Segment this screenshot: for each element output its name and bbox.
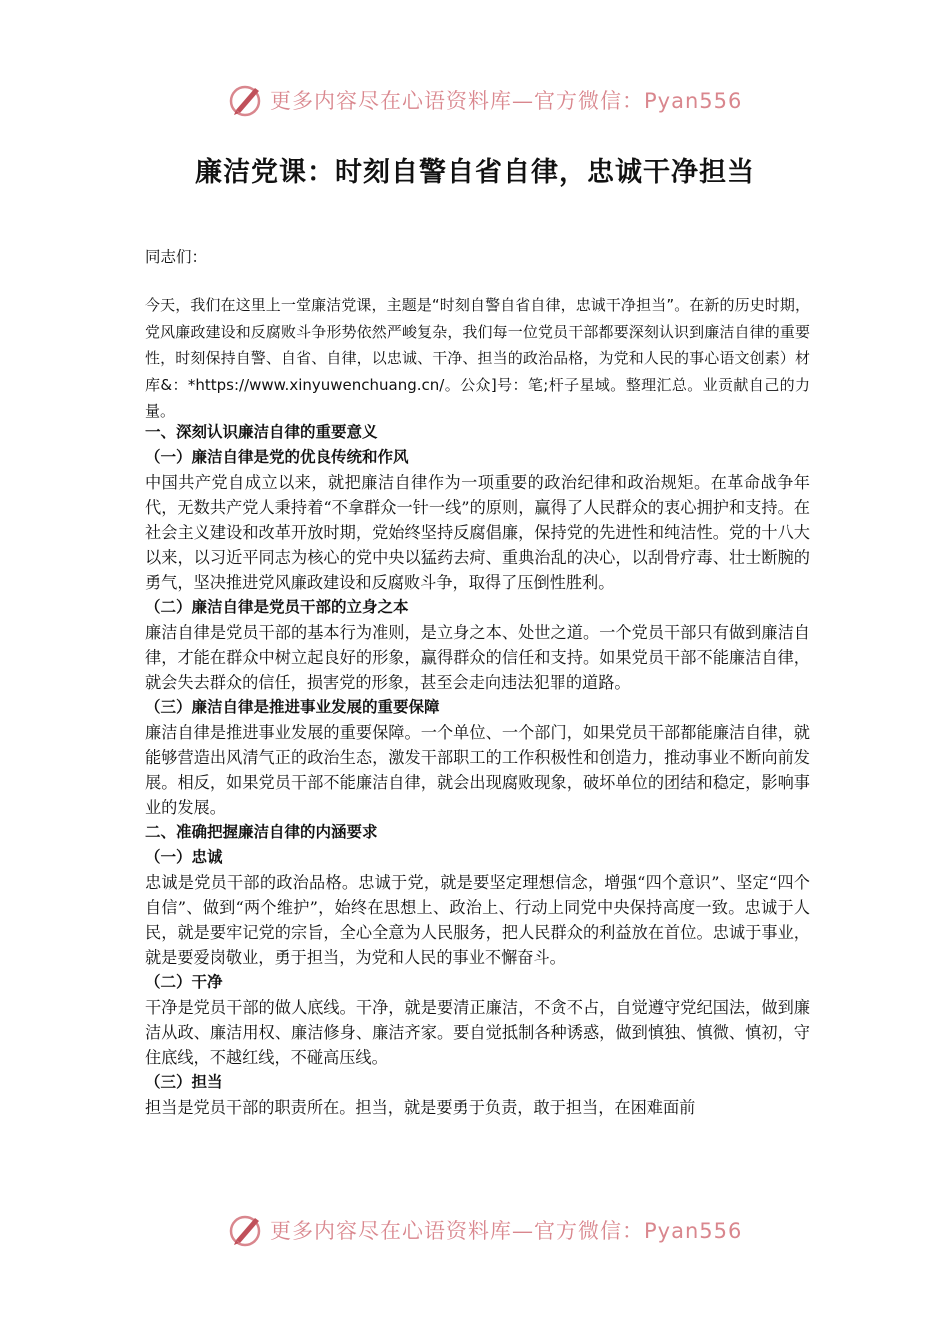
subsection-heading: （三）担当 (145, 1073, 223, 1091)
greeting: 同志们： (145, 248, 208, 266)
document-body (145, 420, 810, 1120)
subsection-heading: （二）干净 (145, 973, 223, 991)
subsection-heading: （三）廉洁自律是推进事业发展的重要保障 (145, 698, 440, 716)
pen-logo-icon (228, 1212, 264, 1248)
paragraph: 中国共产党自成立以来，就把廉洁自律作为一项重要的政治纪律和政治规矩。在革命战争年代，无数共产党人秉持着“不拿群众一针一线”的原则，赢得了人民群众的衷心拥护和支持。在社会主义建设和改革开放时期，党始终坚持反腐倡廉，保持党的先进性和纯洁性。党的十八大以来，以习近平同志为核心的党中央以猛药去疴、重典治乱的决心，以刮骨疗毒、壮士断腕的勇气，坚决推进党风廉政建设和反腐败斗争，取得了压倒性胜利。 (145, 473, 810, 592)
intro-paragraph: 今天，我们在这里上一堂廉洁党课，主题是“时刻自警自省自律，忠诚干净担当”。在新的历史时期，党风廉政建设和反腐败斗争形势依然严峻复杂，我们每一位党员干部都要深刻认识到廉洁自律的重要性，时刻保持自警、自省、自律，以忠诚、干净、担当的政治品格，为党和人民的事心语文创素）材库&：*https://www.xinyuwenchuang.cn/。公众]号：笔;杆子星域。整理汇总。业贡献自己的力量。 (145, 296, 810, 420)
paragraph: 廉洁自律是党员干部的基本行为准则，是立身之本、处世之道。一个党员干部只有做到廉洁自律，才能在群众中树立起良好的形象，赢得群众的信任和支持。如果党员干部不能廉洁自律，就会失去群众的信任，损害党的形象，甚至会走向违法犯罪的道路。 (145, 623, 810, 692)
subsection-heading: （一）忠诚 (145, 848, 223, 866)
document-title: 廉洁党课：时刻自警自省自律，忠诚干净担当 (195, 157, 755, 188)
banner-text: 更多内容尽在心语资料库—官方微信：Pyan556 (270, 1219, 743, 1243)
paragraph: 廉洁自律是推进事业发展的重要保障。一个单位、一个部门，如果党员干部都能廉洁自律，就能够营造出风清气正的政治生态，激发干部职工的工作积极性和创造力，推动事业不断向前发展。相反，如果党员干部不能廉洁自律，就会出现腐败现象，破坏单位的团结和稳定，影响事业的发展。 (145, 723, 810, 817)
paragraph: 忠诚是党员干部的政治品格。忠诚于党，就是要坚定理想信念，增强“四个意识”、坚定“四个自信”、做到“两个维护”，始终在思想上、政治上、行动上同党中央保持高度一致。忠诚于人民，就是要牢记党的宗旨，全心全意为人民服务，把人民群众的利益放在首位。忠诚于事业，就是要爱岗敬业，勇于担当，为党和人民的事业不懈奋斗。 (145, 873, 810, 967)
subsection-heading: （一）廉洁自律是党的优良传统和作风 (145, 448, 409, 466)
section-heading: 一、深刻认识廉洁自律的重要意义 (145, 423, 378, 441)
pen-logo-icon (228, 82, 264, 118)
paragraph: 担当是党员干部的职责所在。担当，就是要勇于负责，敢于担当，在困难面前 (145, 1098, 696, 1117)
header-banner (228, 80, 742, 120)
paragraph: 干净是党员干部的做人底线。干净，就是要清正廉洁，不贪不占，自觉遵守党纪国法，做到廉洁从政、廉洁用权、廉洁修身、廉洁齐家。要自觉抵制各种诱惑，做到慎独、慎微、慎初，守住底线，不越红线，不碰高压线。 (145, 998, 810, 1067)
section-heading: 二、准确把握廉洁自律的内涵要求 (145, 823, 378, 841)
banner-text: 更多内容尽在心语资料库—官方微信：Pyan556 (270, 89, 743, 113)
footer-banner (228, 1210, 742, 1250)
subsection-heading: （二）廉洁自律是党员干部的立身之本 (145, 598, 409, 616)
